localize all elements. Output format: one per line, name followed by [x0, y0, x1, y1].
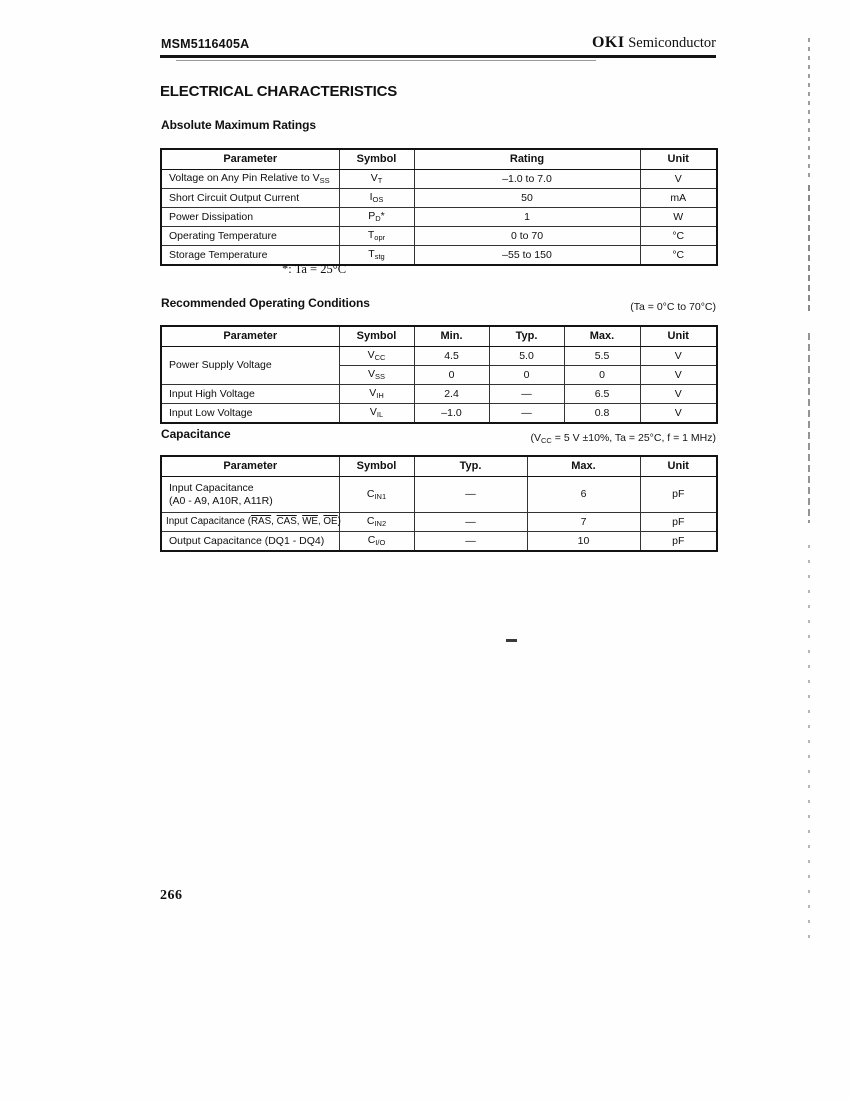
scan-artifact-dash — [506, 639, 517, 642]
cell-unit: °C — [640, 246, 717, 266]
section-title-absolute-maximum-ratings: Absolute Maximum Ratings — [161, 118, 316, 132]
col-header-rating: Rating — [414, 149, 640, 170]
cell-unit: V — [640, 385, 717, 404]
cell-parameter: Short Circuit Output Current — [161, 189, 339, 208]
amr-footnote: *: Ta = 25°C — [282, 262, 347, 276]
page-title: ELECTRICAL CHARACTERISTICS — [160, 83, 398, 100]
cell-symbol: CIN1 — [339, 477, 414, 513]
cell-parameter: Input Capacitance (A0 - A9, A10R, A11R) — [161, 477, 339, 513]
cell-min: 4.5 — [414, 347, 489, 366]
scan-artifact-line — [808, 333, 810, 523]
cell-parameter: Voltage on Any Pin Relative to VSS — [161, 170, 339, 189]
cell-rating: –55 to 150 — [414, 246, 640, 266]
cell-parameter: Input High Voltage — [161, 385, 339, 404]
cell-unit: V — [640, 170, 717, 189]
table-row — [161, 385, 717, 404]
col-header-min: Min. — [414, 326, 489, 347]
cell-unit: pF — [640, 532, 717, 552]
absolute-maximum-ratings-table — [160, 148, 718, 266]
cell-parameter: Operating Temperature — [161, 227, 339, 246]
table-row — [161, 404, 717, 424]
cell-typ: 5.0 — [489, 347, 564, 366]
table-header-row — [161, 149, 717, 170]
cap-condition-note: (VCC = 5 V ±10%, Ta = 25°C, f = 1 MHz) — [530, 432, 716, 445]
col-header-parameter: Parameter — [161, 326, 339, 347]
scan-artifact-line — [808, 545, 810, 940]
table-row — [161, 246, 717, 266]
cell-symbol: Topr — [339, 227, 414, 246]
col-header-parameter: Parameter — [161, 149, 339, 170]
cell-min: 2.4 — [414, 385, 489, 404]
cell-max: 5.5 — [564, 347, 640, 366]
capacitance-table — [160, 455, 718, 552]
col-header-typ: Typ. — [489, 326, 564, 347]
cell-parameter: Input Capacitance ($\overline{RAS}$, $\overline{CAS}$, $\overline{WE}$, $\overline{OE}$) — [161, 513, 339, 532]
cell-symbol: CI/O — [339, 532, 414, 552]
col-header-typ: Typ. — [414, 456, 527, 477]
cell-rating: 0 to 70 — [414, 227, 640, 246]
col-header-unit: Unit — [640, 149, 717, 170]
table-row — [161, 532, 717, 552]
cell-unit: °C — [640, 227, 717, 246]
section-title-capacitance: Capacitance — [161, 427, 231, 441]
cell-max: 0.8 — [564, 404, 640, 424]
table-row — [161, 208, 717, 227]
cell-max: 10 — [527, 532, 640, 552]
header-rule-smudge — [176, 60, 596, 61]
document-id: MSM5116405A — [161, 37, 250, 51]
cell-unit: pF — [640, 513, 717, 532]
table-header-row — [161, 326, 717, 347]
table-row — [161, 477, 717, 513]
cell-parameter: Storage Temperature — [161, 246, 339, 266]
cell-rating: 50 — [414, 189, 640, 208]
col-header-symbol: Symbol — [339, 326, 414, 347]
cell-symbol: VSS — [339, 366, 414, 385]
cell-symbol: VIL — [339, 404, 414, 424]
col-header-unit: Unit — [640, 326, 717, 347]
cell-symbol: VIH — [339, 385, 414, 404]
section-title-recommended-operating-conditions: Recommended Operating Conditions — [161, 296, 370, 310]
cell-symbol: CIN2 — [339, 513, 414, 532]
cell-rating: –1.0 to 7.0 — [414, 170, 640, 189]
col-header-max: Max. — [564, 326, 640, 347]
cell-typ: — — [489, 385, 564, 404]
col-header-max: Max. — [527, 456, 640, 477]
scan-artifact-line — [808, 185, 810, 315]
cell-symbol: IOS — [339, 189, 414, 208]
col-header-symbol: Symbol — [339, 456, 414, 477]
cell-unit: W — [640, 208, 717, 227]
table-row — [161, 170, 717, 189]
cell-typ: — — [489, 404, 564, 424]
cell-max: 6 — [527, 477, 640, 513]
scan-artifact-line — [808, 38, 810, 178]
cell-unit: pF — [640, 477, 717, 513]
cell-parameter: Power Supply Voltage — [161, 347, 339, 385]
col-header-parameter: Parameter — [161, 456, 339, 477]
cell-unit: mA — [640, 189, 717, 208]
col-header-unit: Unit — [640, 456, 717, 477]
cell-parameter: Power Dissipation — [161, 208, 339, 227]
cell-rating: 1 — [414, 208, 640, 227]
table-row — [161, 347, 717, 366]
cell-max: 0 — [564, 366, 640, 385]
cell-symbol: VCC — [339, 347, 414, 366]
cell-typ: — — [414, 477, 527, 513]
cell-max: 7 — [527, 513, 640, 532]
cell-min: –1.0 — [414, 404, 489, 424]
oki-logo: OKI — [591, 34, 625, 51]
cell-symbol: Tstg — [339, 246, 414, 266]
table-row — [161, 227, 717, 246]
cell-parameter: Input Low Voltage — [161, 404, 339, 424]
cell-min: 0 — [414, 366, 489, 385]
col-header-symbol: Symbol — [339, 149, 414, 170]
page-number: 266 — [160, 888, 183, 903]
header-rule — [160, 55, 716, 58]
cell-parameter: Output Capacitance (DQ1 - DQ4) — [161, 532, 339, 552]
cell-unit: V — [640, 404, 717, 424]
cell-symbol: VT — [339, 170, 414, 189]
recommended-operating-conditions-table — [160, 325, 718, 424]
cell-max: 6.5 — [564, 385, 640, 404]
cell-symbol: PD* — [339, 208, 414, 227]
cell-typ: — — [414, 513, 527, 532]
cell-unit: V — [640, 366, 717, 385]
cell-typ: 0 — [489, 366, 564, 385]
table-header-row — [161, 456, 717, 477]
roc-condition-note: (Ta = 0°C to 70°C) — [630, 301, 716, 313]
brand — [592, 34, 716, 52]
cell-unit: V — [640, 347, 717, 366]
cell-typ: — — [414, 532, 527, 552]
table-row — [161, 513, 717, 532]
brand-name: Semiconductor — [624, 35, 716, 51]
table-row — [161, 189, 717, 208]
